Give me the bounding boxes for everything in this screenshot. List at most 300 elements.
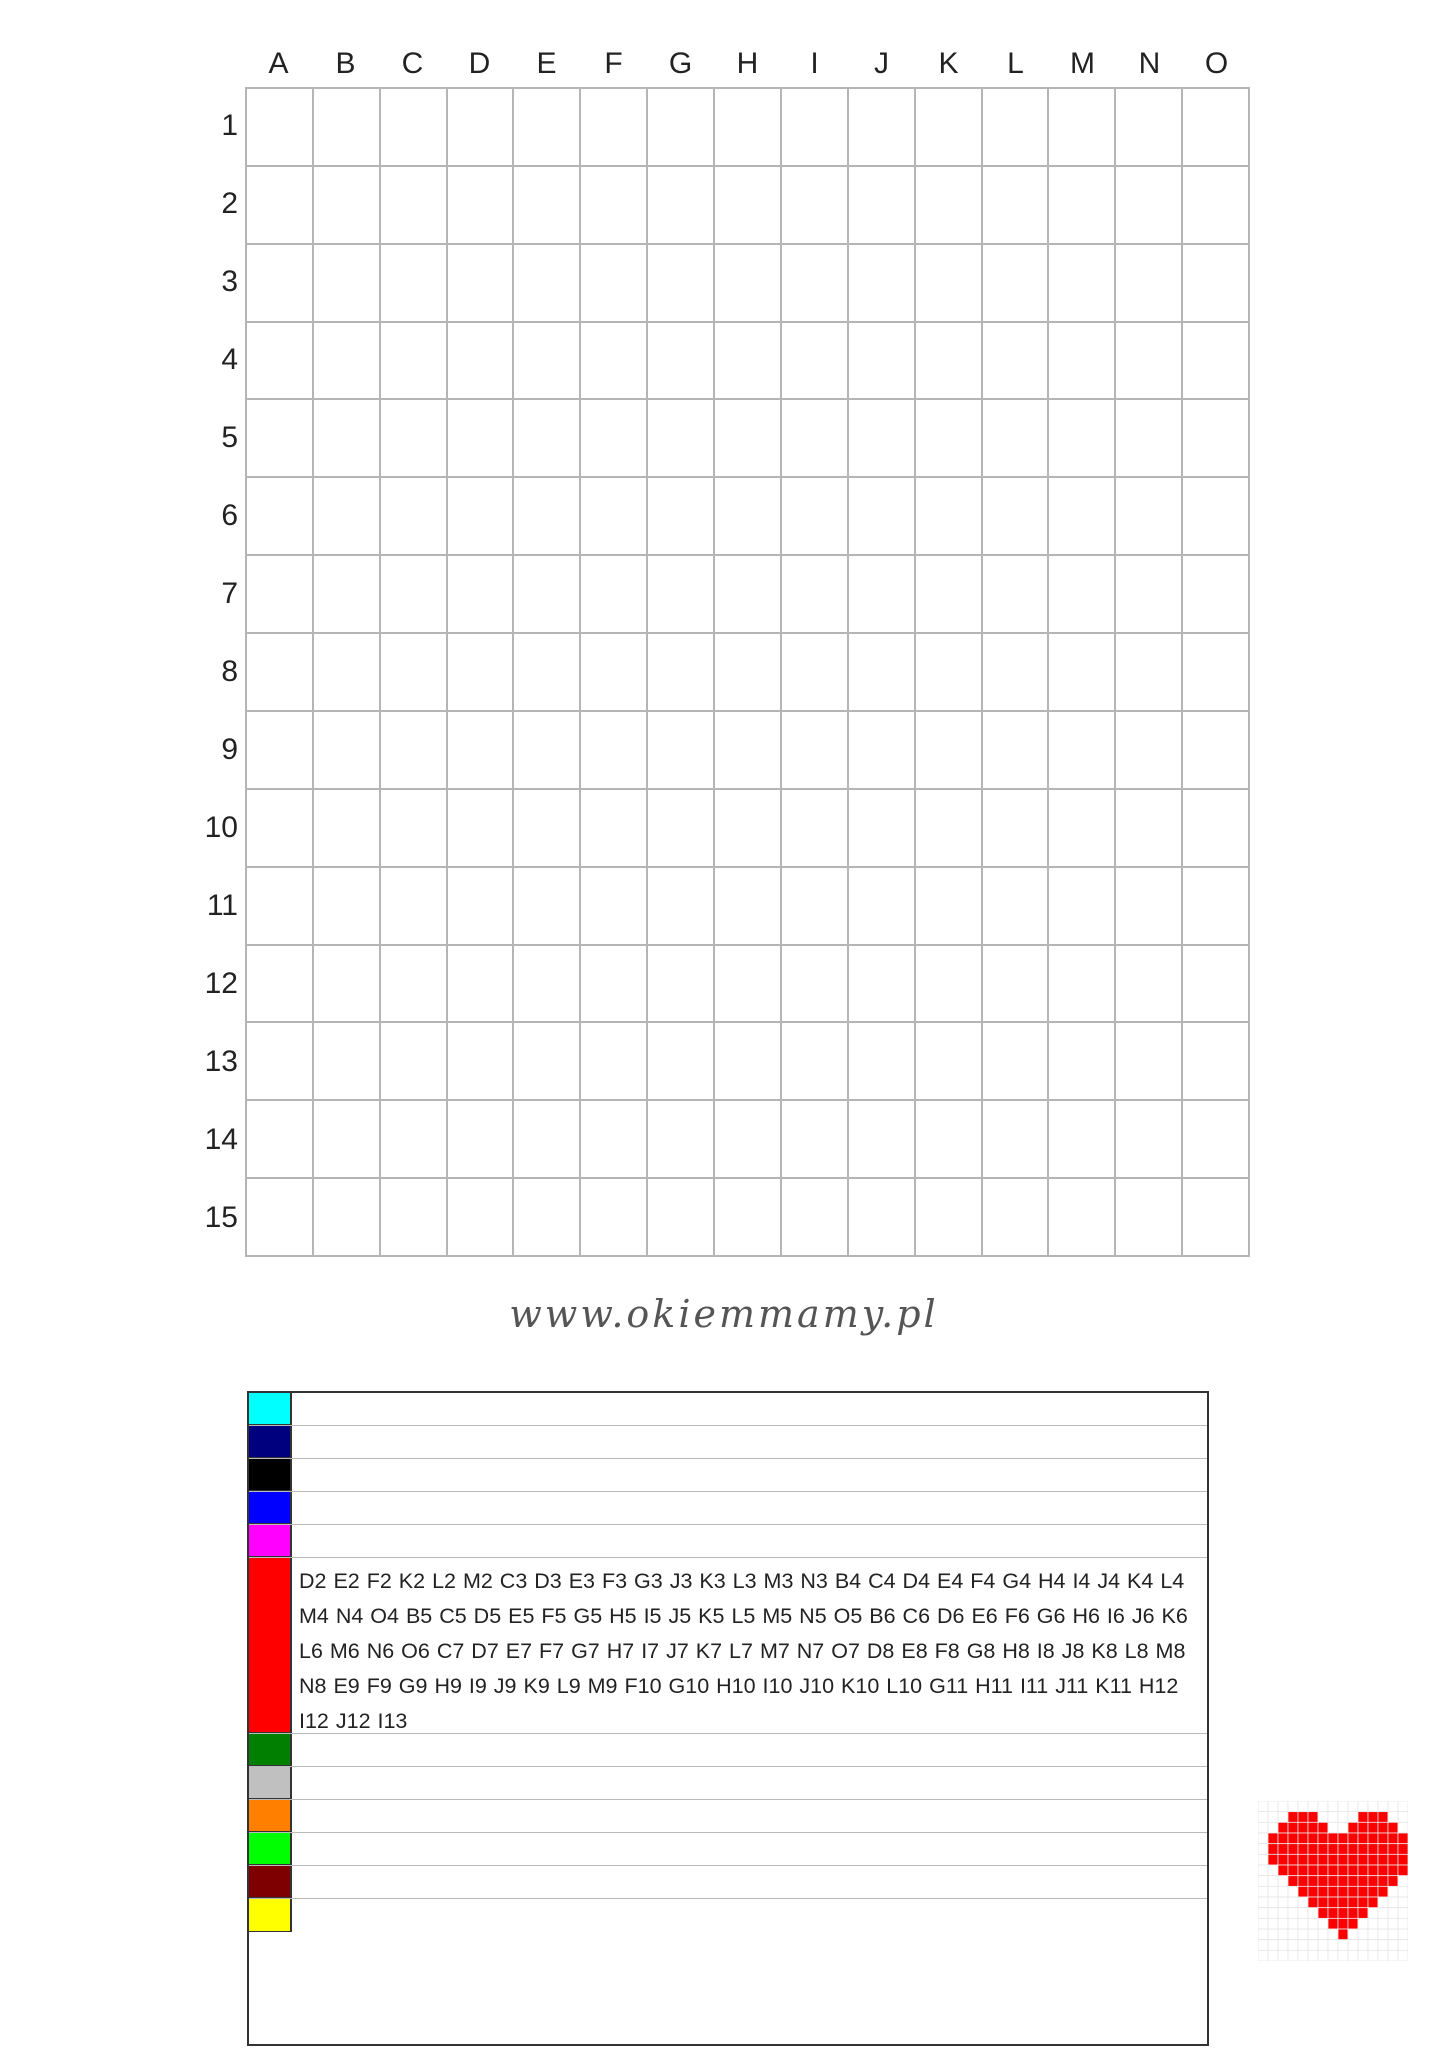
grid-cell[interactable] [849,1179,916,1257]
grid-cell[interactable] [581,712,648,790]
grid-cell[interactable] [916,634,983,712]
grid-cell[interactable] [514,89,581,167]
preview-filled-cell [1348,1876,1358,1887]
grid-cell[interactable] [983,634,1050,712]
preview-empty-cell [1388,1940,1398,1951]
grid-cell[interactable] [983,1179,1050,1257]
preview-empty-cell [1388,1897,1398,1908]
grid-cell[interactable] [1116,1023,1183,1101]
grid-cell[interactable] [581,1023,648,1101]
grid-cell[interactable] [1183,167,1250,245]
grid-cell[interactable] [916,1101,983,1179]
grid-cell[interactable] [1116,712,1183,790]
preview-empty-cell [1278,1801,1288,1812]
grid-cell[interactable] [715,245,782,323]
grid-cell[interactable] [1183,1179,1250,1257]
grid-cell[interactable] [983,167,1050,245]
grid-cell[interactable] [1049,89,1116,167]
grid-cell[interactable] [715,478,782,556]
grid-cell[interactable] [715,400,782,478]
grid-cell[interactable] [648,245,715,323]
grid-cell[interactable] [381,478,448,556]
grid-cell[interactable] [581,167,648,245]
grid-cell[interactable] [1049,167,1116,245]
preview-filled-cell [1278,1833,1288,1844]
column-label: J [874,47,889,80]
grid-cell[interactable] [314,1101,381,1179]
grid-cell[interactable] [849,790,916,868]
grid-cell[interactable] [581,790,648,868]
grid-cell[interactable] [448,1023,515,1101]
preview-empty-cell [1268,1950,1278,1961]
grid-cell[interactable] [314,245,381,323]
grid-cell[interactable] [782,400,849,478]
grid-cell[interactable] [916,712,983,790]
preview-filled-cell [1318,1897,1328,1908]
grid-cell[interactable] [314,400,381,478]
preview-filled-cell [1358,1833,1368,1844]
grid-cell[interactable] [648,1023,715,1101]
grid-cell[interactable] [1049,1101,1116,1179]
color-swatch [249,1492,292,1524]
grid-cell[interactable] [1049,946,1116,1024]
grid-cell[interactable] [715,556,782,634]
grid-cell[interactable] [448,790,515,868]
grid-cell[interactable] [247,1179,314,1257]
grid-cell[interactable] [1183,790,1250,868]
grid-cell[interactable] [983,790,1050,868]
grid-cell[interactable] [581,400,648,478]
grid-cell[interactable] [1183,1101,1250,1179]
grid-cell[interactable] [916,245,983,323]
grid-cell[interactable] [514,478,581,556]
grid-cell[interactable] [1116,946,1183,1024]
column-label: H [736,47,759,80]
grid-cell[interactable] [1116,868,1183,946]
preview-filled-cell [1378,1876,1388,1887]
grid-cell[interactable] [782,634,849,712]
grid-cell[interactable] [849,245,916,323]
grid-cell[interactable] [916,323,983,401]
preview-empty-cell [1348,1812,1358,1823]
grid-cell[interactable] [581,634,648,712]
preview-empty-cell [1388,1929,1398,1940]
grid-cell[interactable] [581,245,648,323]
grid-cell[interactable] [916,1179,983,1257]
preview-filled-cell [1378,1865,1388,1876]
preview-empty-cell [1348,1929,1358,1940]
grid-cell[interactable] [1049,556,1116,634]
color-swatch [249,1734,292,1766]
grid-cell[interactable] [648,712,715,790]
grid-cell[interactable] [314,167,381,245]
grid-cell[interactable] [782,245,849,323]
preview-filled-cell [1358,1854,1368,1865]
grid-cell[interactable] [514,634,581,712]
grid-cell[interactable] [1183,712,1250,790]
grid-cell[interactable] [782,946,849,1024]
grid-cell[interactable] [1183,89,1250,167]
grid-cell[interactable] [448,323,515,401]
grid-cell[interactable] [916,478,983,556]
grid-cell[interactable] [1049,245,1116,323]
grid-cell[interactable] [983,478,1050,556]
grid-cell[interactable] [314,478,381,556]
grid-cell[interactable] [247,89,314,167]
grid-cell[interactable] [715,868,782,946]
grid-cell[interactable] [782,478,849,556]
preview-empty-cell [1268,1812,1278,1823]
grid-cell[interactable] [916,868,983,946]
preview-empty-cell [1388,1918,1398,1929]
grid-cell[interactable] [648,1179,715,1257]
preview-filled-cell [1298,1833,1308,1844]
grid-cell[interactable] [314,790,381,868]
grid-cell[interactable] [1183,1023,1250,1101]
grid-cell[interactable] [648,868,715,946]
grid-cell[interactable] [1183,323,1250,401]
grid-cell[interactable] [1183,634,1250,712]
grid-cell[interactable] [648,323,715,401]
column-label: D [468,47,491,80]
grid-cell[interactable] [782,1023,849,1101]
grid-cell[interactable] [314,1179,381,1257]
preview-filled-cell [1348,1844,1358,1855]
grid-cell[interactable] [448,868,515,946]
grid-cell[interactable] [448,1179,515,1257]
grid-cell[interactable] [1116,167,1183,245]
preview-filled-cell [1328,1854,1338,1865]
preview-filled-cell [1308,1876,1318,1887]
preview-filled-cell [1358,1876,1368,1887]
grid-cell[interactable] [581,323,648,401]
grid-cell[interactable] [514,245,581,323]
grid-cell[interactable] [381,790,448,868]
grid-cell[interactable] [782,1101,849,1179]
grid-cell[interactable] [581,478,648,556]
preview-filled-cell [1328,1918,1338,1929]
grid-cell[interactable] [381,1023,448,1101]
grid-cell[interactable] [983,245,1050,323]
preview-empty-cell [1388,1950,1398,1961]
preview-empty-cell [1258,1833,1268,1844]
grid-cell[interactable] [581,946,648,1024]
grid-cell[interactable] [983,868,1050,946]
preview-empty-cell [1378,1918,1388,1929]
grid-cell[interactable] [648,400,715,478]
grid-cell[interactable] [581,868,648,946]
grid-cell[interactable] [1183,556,1250,634]
grid-cell[interactable] [782,1179,849,1257]
grid-cell[interactable] [849,89,916,167]
preview-filled-cell [1338,1854,1348,1865]
grid-cell[interactable] [514,556,581,634]
grid-cell[interactable] [314,1023,381,1101]
grid-cell[interactable] [1116,634,1183,712]
grid-cell[interactable] [381,89,448,167]
preview-empty-cell [1318,1950,1328,1961]
grid-cell[interactable] [448,556,515,634]
preview-filled-cell [1278,1854,1288,1865]
preview-empty-cell [1338,1812,1348,1823]
grid-cell[interactable] [514,712,581,790]
grid-cell[interactable] [849,167,916,245]
grid-cell[interactable] [1049,400,1116,478]
grid-cell[interactable] [247,712,314,790]
column-labels [245,42,1250,86]
grid-cell[interactable] [514,167,581,245]
grid-cell[interactable] [715,1023,782,1101]
grid-cell[interactable] [514,790,581,868]
grid-cell[interactable] [581,556,648,634]
preview-filled-cell [1328,1897,1338,1908]
row-label: 3 [221,265,238,298]
grid-cell[interactable] [1116,478,1183,556]
preview-filled-cell [1308,1822,1318,1833]
grid-cell[interactable] [381,946,448,1024]
row-label: 7 [221,577,238,610]
grid-cell[interactable] [849,556,916,634]
grid-cell[interactable] [782,790,849,868]
grid-cell[interactable] [247,556,314,634]
grid-cell[interactable] [648,89,715,167]
grid-cell[interactable] [448,634,515,712]
grid-cell[interactable] [1183,478,1250,556]
grid-cell[interactable] [514,323,581,401]
grid-cell[interactable] [715,712,782,790]
grid-cell[interactable] [782,323,849,401]
grid-cell[interactable] [314,634,381,712]
grid-cell[interactable] [1049,868,1116,946]
grid-cell[interactable] [849,478,916,556]
preview-filled-cell [1338,1886,1348,1897]
grid-cell[interactable] [247,478,314,556]
grid-cell[interactable] [715,323,782,401]
preview-filled-cell [1368,1854,1378,1865]
preview-filled-cell [1358,1865,1368,1876]
grid-cell[interactable] [581,1179,648,1257]
preview-filled-cell [1378,1822,1388,1833]
grid-cell[interactable] [1116,89,1183,167]
grid-cell[interactable] [983,89,1050,167]
grid-cell[interactable] [849,1101,916,1179]
grid-cell[interactable] [247,790,314,868]
grid-cell[interactable] [1116,790,1183,868]
grid-cell[interactable] [916,556,983,634]
grid-cell[interactable] [715,946,782,1024]
grid-cell[interactable] [983,946,1050,1024]
grid-cell[interactable] [648,478,715,556]
grid-cell[interactable] [715,634,782,712]
grid-cell[interactable] [782,89,849,167]
grid-cell[interactable] [514,1101,581,1179]
preview-filled-cell [1308,1865,1318,1876]
grid-cell[interactable] [1049,712,1116,790]
grid-cell[interactable] [849,712,916,790]
preview-filled-cell [1298,1822,1308,1833]
grid-cell[interactable] [314,868,381,946]
grid-cell[interactable] [849,323,916,401]
row-label: 8 [221,655,238,688]
grid-cell[interactable] [247,946,314,1024]
grid-cell[interactable] [514,946,581,1024]
grid-cell[interactable] [648,946,715,1024]
grid-cell[interactable] [715,89,782,167]
legend-row [249,1426,1207,1459]
grid-cell[interactable] [1049,634,1116,712]
grid-cell[interactable] [849,946,916,1024]
grid-cell[interactable] [983,323,1050,401]
grid-cell[interactable] [314,946,381,1024]
grid-cell[interactable] [1116,556,1183,634]
preview-filled-cell [1388,1844,1398,1855]
preview-empty-cell [1338,1940,1348,1951]
grid-cell[interactable] [314,556,381,634]
grid-cell[interactable] [247,1101,314,1179]
grid-cell[interactable] [1049,1023,1116,1101]
grid-cell[interactable] [648,556,715,634]
grid-cell[interactable] [314,323,381,401]
grid-cell[interactable] [448,167,515,245]
grid-cell[interactable] [983,712,1050,790]
grid-cell[interactable] [448,1101,515,1179]
grid-cell[interactable] [1049,323,1116,401]
preview-filled-cell [1378,1833,1388,1844]
preview-empty-cell [1328,1801,1338,1812]
grid-cell[interactable] [849,868,916,946]
grid-cell[interactable] [381,556,448,634]
grid-cell[interactable] [514,1179,581,1257]
preview-empty-cell [1288,1801,1298,1812]
grid-cell[interactable] [381,245,448,323]
grid-cell[interactable] [1183,245,1250,323]
grid-cell[interactable] [648,790,715,868]
preview-empty-cell [1318,1940,1328,1951]
grid-cell[interactable] [849,400,916,478]
preview-filled-cell [1398,1865,1408,1876]
grid-cell[interactable] [1183,400,1250,478]
preview-filled-cell [1388,1865,1398,1876]
grid-cell[interactable] [916,89,983,167]
grid-cell[interactable] [916,167,983,245]
grid-cell[interactable] [715,790,782,868]
grid-cell[interactable] [715,167,782,245]
preview-empty-cell [1398,1812,1408,1823]
grid-cell[interactable] [448,478,515,556]
preview-empty-cell [1258,1812,1268,1823]
grid-cell[interactable] [381,400,448,478]
grid-cell[interactable] [916,400,983,478]
grid-cell[interactable] [381,634,448,712]
grid-cell[interactable] [916,790,983,868]
grid-cell[interactable] [314,89,381,167]
preview-filled-cell [1318,1844,1328,1855]
grid-cell[interactable] [983,1023,1050,1101]
color-swatch [249,1459,292,1491]
legend-row [249,1459,1207,1492]
preview-filled-cell [1308,1833,1318,1844]
grid-cell[interactable] [247,400,314,478]
grid-cell[interactable] [782,167,849,245]
grid-cell[interactable] [849,634,916,712]
grid-cell[interactable] [514,868,581,946]
grid-cell[interactable] [1116,245,1183,323]
grid-cell[interactable] [1183,868,1250,946]
grid-cell[interactable] [1049,790,1116,868]
grid-cell[interactable] [448,712,515,790]
preview-empty-cell [1258,1929,1268,1940]
preview-filled-cell [1318,1854,1328,1865]
preview-empty-cell [1378,1908,1388,1919]
grid-cell[interactable] [381,868,448,946]
legend-row [249,1492,1207,1525]
grid-cell[interactable] [581,1101,648,1179]
grid-cell[interactable] [648,634,715,712]
grid-cell[interactable] [247,1023,314,1101]
grid-cell[interactable] [1049,1179,1116,1257]
grid-cell[interactable] [448,245,515,323]
preview-filled-cell [1318,1833,1328,1844]
grid-cell[interactable] [1116,323,1183,401]
grid-cell[interactable] [247,323,314,401]
grid-cell[interactable] [1049,478,1116,556]
grid-cell[interactable] [715,1179,782,1257]
grid-cell[interactable] [715,1101,782,1179]
preview-filled-cell [1388,1833,1398,1844]
preview-empty-cell [1298,1929,1308,1940]
grid-cell[interactable] [1116,400,1183,478]
grid-cell[interactable] [381,323,448,401]
grid-cell[interactable] [381,1101,448,1179]
column-label: E [536,47,557,80]
column-label: K [938,47,959,80]
grid-cell[interactable] [381,1179,448,1257]
grid-cell[interactable] [916,1023,983,1101]
grid-cell[interactable] [983,400,1050,478]
grid-cell[interactable] [782,556,849,634]
grid-cell[interactable] [448,946,515,1024]
preview-empty-cell [1258,1908,1268,1919]
grid-cell[interactable] [381,167,448,245]
grid-cell[interactable] [514,400,581,478]
grid-cell[interactable] [581,89,648,167]
grid-cell[interactable] [782,712,849,790]
grid-cell[interactable] [782,868,849,946]
grid-cell[interactable] [514,1023,581,1101]
grid-cell[interactable] [247,634,314,712]
preview-empty-cell [1368,1929,1378,1940]
grid-cell[interactable] [247,245,314,323]
preview-filled-cell [1298,1876,1308,1887]
grid-cell[interactable] [448,89,515,167]
grid-cell[interactable] [849,1023,916,1101]
grid-cell[interactable] [247,868,314,946]
preview-empty-cell [1288,1897,1298,1908]
preview-filled-cell [1308,1854,1318,1865]
grid-cell[interactable] [648,1101,715,1179]
grid-cell[interactable] [381,712,448,790]
grid-cell[interactable] [1116,1179,1183,1257]
grid-cell[interactable] [983,556,1050,634]
grid-cell[interactable] [916,946,983,1024]
grid-cell[interactable] [448,400,515,478]
grid-cell[interactable] [247,167,314,245]
grid-cell[interactable] [1183,946,1250,1024]
grid-cell[interactable] [1116,1101,1183,1179]
grid-cell[interactable] [648,167,715,245]
grid-cell[interactable] [983,1101,1050,1179]
grid-cell[interactable] [314,712,381,790]
